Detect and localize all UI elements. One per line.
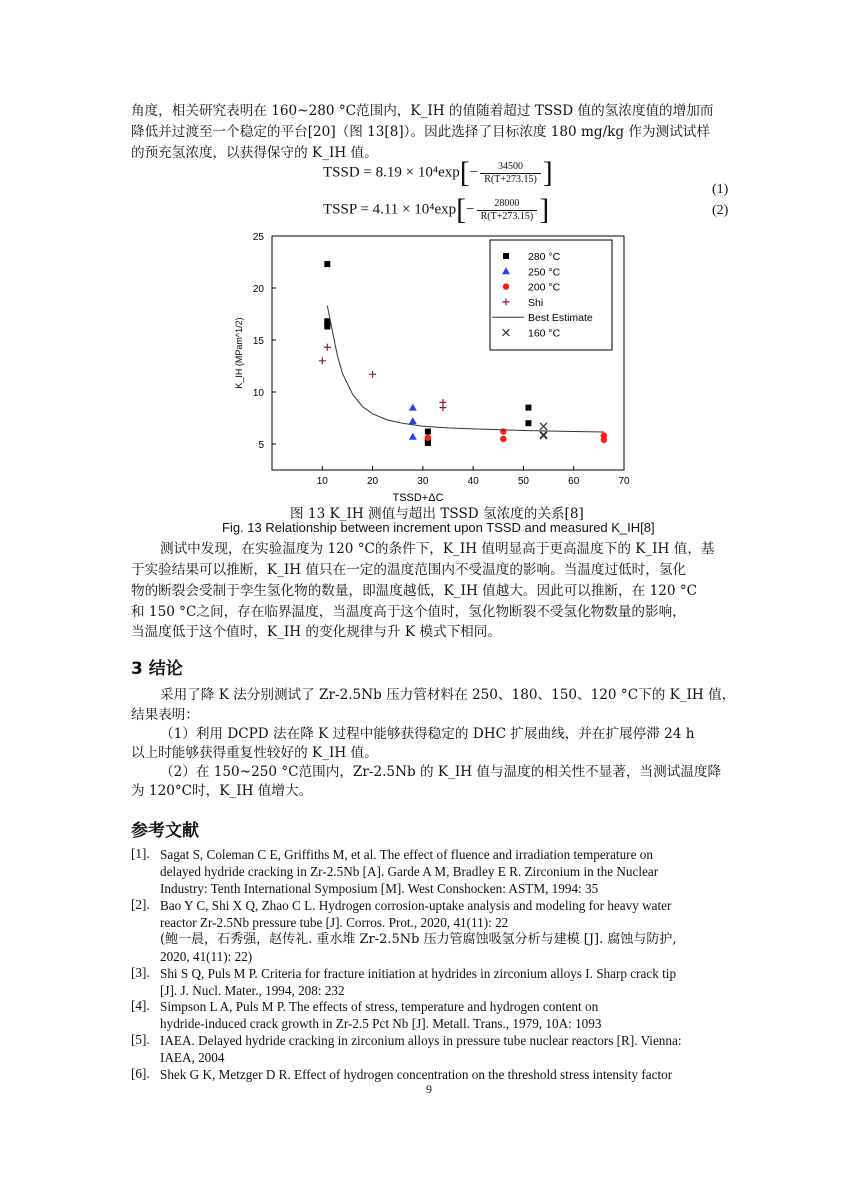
reference-number: [2]. [131, 897, 150, 912]
equation-lhs: TSSP = 4.11 × 10⁴exp [323, 201, 457, 218]
x-tick-label: 50 [517, 476, 529, 487]
x-tick-label: 60 [568, 476, 580, 487]
right-bracket: ] [542, 156, 553, 189]
body-line-4: 和 150 °C之间，存在临界温度，当温度高于这个值时，氢化物断裂不受氢化物数量的影响， [131, 604, 686, 620]
data-point [525, 420, 531, 426]
reference-line: Shi S Q, Puls M P. Criteria for fracture initiation at hydrides in zirconium alloys I. Sharp crack tip [160, 966, 677, 981]
reference-line: Industry: Tenth International Symposium [M]. West Conshocken: ASTM, 1994: 35 [160, 881, 599, 896]
equation-number: (1) [712, 182, 729, 197]
reference-number: [6]. [131, 1066, 150, 1081]
reference-line: Bao Y C, Shi X Q, Zhao C L. Hydrogen corrosion-uptake analysis and modeling for heavy water [160, 898, 672, 913]
y-axis-label: K_IH (MPam^1/2) [234, 317, 244, 389]
data-point [540, 423, 547, 430]
left-bracket: [ [459, 156, 470, 189]
data-point [409, 404, 417, 411]
x-tick-label: 70 [618, 476, 630, 487]
section-heading-conclusion: 3 结论 [131, 659, 183, 679]
right-bracket: ] [539, 193, 550, 226]
x-tick-label: 20 [367, 476, 379, 487]
reference-line: Shek G K, Metzger D R. Effect of hydrogen concentration on the threshold stress intensity factor [160, 1067, 673, 1082]
y-tick-label: 15 [252, 336, 264, 347]
references-heading: 参考文献 [131, 821, 199, 841]
data-point [439, 404, 446, 411]
data-point [425, 435, 431, 441]
data-point [500, 428, 506, 434]
figure-13-chart [222, 228, 632, 503]
fraction-denominator: R(T+273.15) [484, 173, 537, 185]
data-point [324, 323, 330, 329]
legend-marker [503, 253, 509, 259]
data-point [540, 432, 547, 439]
fraction-numerator: 34500 [480, 161, 541, 174]
data-point [409, 417, 417, 424]
page-number: 9 [426, 1082, 432, 1096]
fraction-denominator: R(T+273.15) [480, 210, 534, 222]
legend-label: Shi [528, 296, 544, 309]
data-point [601, 437, 607, 443]
legend-label: 280 °C [528, 251, 561, 263]
fraction-numerator: 28000 [477, 198, 538, 211]
legend-label: 160 °C [528, 327, 561, 340]
x-tick-label: 40 [467, 476, 479, 487]
conclusion-line-2: 结果表明： [131, 707, 199, 723]
y-tick-label: 25 [252, 232, 264, 243]
reference-line: IAEA. Delayed hydride cracking in zirconium alloys in pressure tube nuclear reactors [R]. Vienna: [160, 1033, 682, 1048]
fraction [480, 161, 541, 186]
body-line-1: 测试中发现，在实验温度为 120 °C的条件下，K_IH 值明显高于更高温度下的 K_IH 值，基 [160, 541, 715, 557]
conclusion-line-5: （2）在 150~250 °C范围内，Zr-2.5Nb 的 K_IH 值与温度的相关性不显著，当测试温度降 [160, 764, 722, 780]
reference-line: [J]. J. Nucl. Mater., 1994, 208: 232 [160, 983, 345, 998]
left-bracket: [ [456, 193, 467, 226]
legend-label: 250 °C [528, 266, 561, 279]
conclusion-line-3: （1）利用 DCPD 法在降 K 过程中能够获得稳定的 DHC 扩展曲线，并在扩展停滞 24 h [160, 726, 695, 742]
equation-lhs: TSSD = 8.19 × 10⁴exp [323, 164, 460, 181]
data-point [369, 371, 376, 378]
reference-number: [5]. [131, 1032, 150, 1047]
intro-line-2: 降低并过渡至一个稳定的平台[20]（图 13[8]）。因此选择了目标浓度 180 mg/kg 作为测试试样 [131, 124, 710, 140]
conclusion-line-1: 采用了降 K 法分别测试了 Zr-2.5Nb 压力管材料在 250、180、150、120 °C下的 K_IH 值， [160, 687, 736, 703]
equation-tssd: TSSD = 8.19 × 10⁴exp[− $\frac{34500}{R(T+273.15)}$ ] [323, 156, 553, 189]
data-point [540, 431, 547, 438]
legend-label: 200 °C [528, 281, 561, 294]
y-tick-label: 5 [258, 440, 264, 451]
figure-caption-en: Fig. 13 Relationship between increment upon TSSD and measured K_IH[8] [222, 520, 655, 535]
reference-number: [3]. [131, 965, 150, 980]
intro-line-1: 角度，相关研究表明在 160~280 °C范围内，K_IH 的值随着超过 TSSD 值的氢浓度值的增加而 [131, 103, 714, 119]
x-tick-label: 30 [417, 476, 429, 487]
reference-number: [4]. [131, 998, 150, 1013]
data-point [409, 433, 417, 440]
figure-caption-cn: 图 13 K_IH 测值与超出 TSSD 氢浓度的关系[8] [290, 506, 584, 522]
body-line-3: 物的断裂会受制于孪生氢化物的数量，即温度越低，K_IH 值越大。因此可以推断，在 120 °C [131, 583, 698, 599]
reference-line: delayed hydride cracking in Zr-2.5Nb [A]. Garde A M, Bradley E R. Zirconium in the Nuclear [160, 864, 659, 879]
intro-line-3: 的预充氢浓度，以获得保守的 K_IH 值。 [131, 145, 378, 161]
reference-line: IAEA, 2004 [160, 1050, 225, 1065]
conclusion-line-4: 以上时能够获得重复性较好的 K_IH 值。 [131, 745, 378, 761]
reference-line: (鲍一晨，石秀强，赵传礼. 重水堆 Zr-2.5Nb 压力管腐蚀吸氢分析与建模 [J]. 腐蚀与防护, [160, 932, 677, 947]
y-tick-label: 20 [252, 284, 264, 295]
body-line-5: 当温度低于这个值时，K_IH 的变化规律与升 K 模式下相同。 [131, 624, 501, 640]
data-point [324, 344, 331, 351]
data-point [525, 405, 531, 411]
y-tick-label: 10 [252, 388, 264, 399]
equation-number: (2) [712, 203, 729, 218]
reference-line: reactor Zr-2.5Nb pressure tube [J]. Corros. Prot., 2020, 41(11): 22 [160, 915, 509, 930]
reference-line: 2020, 41(11): 22) [160, 949, 253, 964]
x-axis-label: TSSD+ΔC [392, 492, 444, 503]
data-point [500, 436, 506, 442]
legend-marker [503, 283, 509, 289]
equation-tssp: TSSP = 4.11 × 10⁴exp[− $\frac{28000}{R(T+273.15)}$ ] [323, 193, 550, 226]
data-point [425, 429, 431, 435]
reference-number: [1]. [131, 846, 150, 861]
reference-line: Sagat S, Coleman C E, Griffiths M, et al. The effect of fluence and irradiation temperature on [160, 847, 653, 862]
body-line-2: 于实验结果可以推断，K_IH 值只在一定的温度范围内不受温度的影响。当温度过低时，氢化 [131, 562, 687, 578]
data-point [324, 261, 330, 267]
conclusion-line-6: 为 120°C时，K_IH 值增大。 [131, 783, 313, 799]
x-tick-label: 10 [316, 476, 328, 487]
reference-line: Simpson L A, Puls M P. The effects of stress, temperature and hydrogen content on [160, 999, 599, 1014]
fraction [477, 198, 538, 223]
legend-label: Best Estimate [528, 312, 593, 325]
reference-line: hydride-induced crack growth in Zr-2.5 Pct Nb [J]. Metall. Trans., 1979, 10A: 1093 [160, 1016, 602, 1031]
data-point [319, 357, 326, 364]
